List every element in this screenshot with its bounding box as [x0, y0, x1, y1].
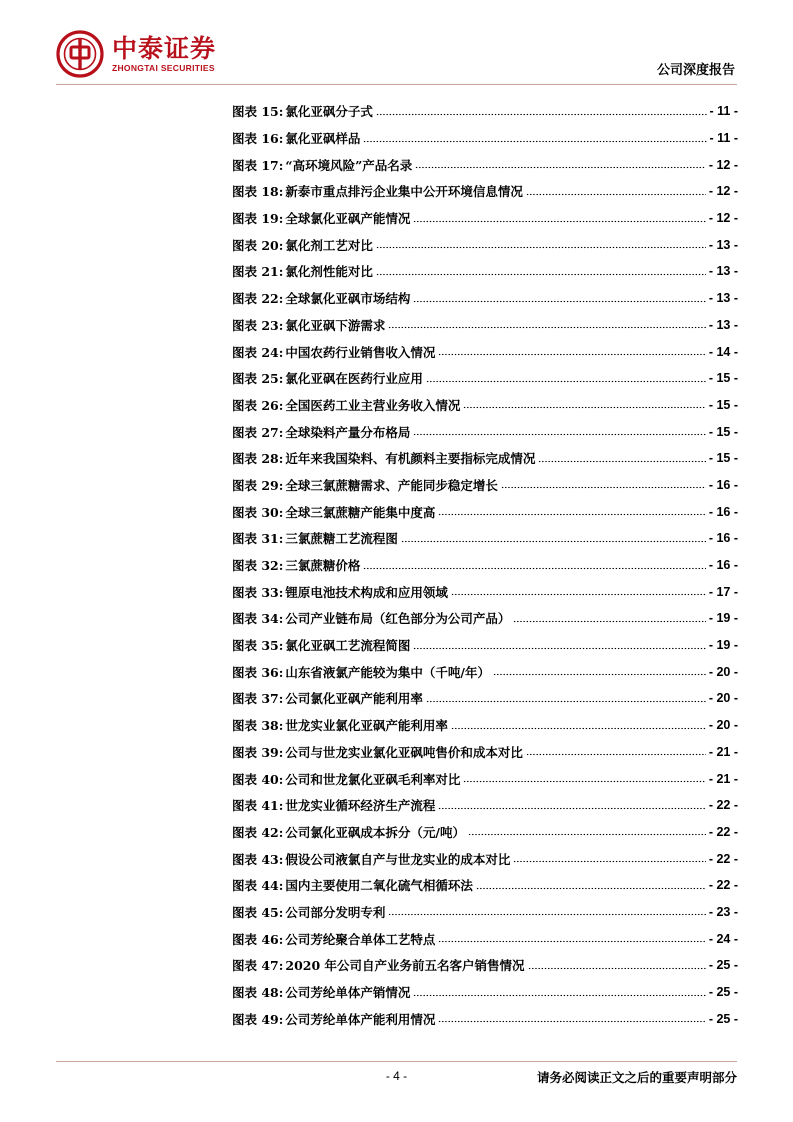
toc-entry-page: - 15 -: [708, 424, 738, 439]
toc-entry-title: 公司芳纶单体产能利用情况: [285, 1011, 436, 1027]
toc-entry[interactable]: [232, 845, 738, 872]
toc-entry-page: - 20 -: [708, 718, 738, 733]
toc-entry[interactable]: [232, 632, 738, 659]
toc-entry-page: - 19 -: [708, 611, 738, 626]
toc-entry-label: 图表 47:: [232, 958, 284, 974]
toc-entry-title: 世龙实业循环经济生产流程: [285, 798, 436, 814]
toc-entry-title: 公司氯化亚砜成本拆分（元/吨）: [285, 824, 465, 840]
toc-entry[interactable]: [232, 205, 738, 232]
toc-entry-label: 图表 35:: [232, 638, 284, 654]
toc-entry-label: 图表 33:: [232, 584, 284, 600]
toc-entry-label: 图表 27:: [232, 424, 284, 440]
toc-entry-label: 图表 44:: [232, 878, 284, 894]
toc-entry-label: 图表 26:: [232, 397, 284, 413]
toc-entry-label: 图表 46:: [232, 931, 284, 947]
toc-entry[interactable]: [232, 525, 738, 552]
toc-entry[interactable]: [232, 312, 738, 339]
toc-entry-label: 图表 24:: [232, 344, 284, 360]
toc-entry-title: 假设公司液氯自产与世龙实业的成本对比: [285, 851, 511, 867]
toc-entry-page: - 13 -: [708, 264, 738, 279]
toc-dot-leader: [438, 938, 705, 946]
toc-entry-label: 图表 19:: [232, 211, 284, 227]
toc-entry[interactable]: [232, 658, 738, 685]
toc-entry-label: 图表 23:: [232, 317, 284, 333]
toc-dot-leader: [415, 164, 706, 172]
zhongtai-logo-icon: [56, 30, 104, 78]
toc-entry[interactable]: [232, 365, 738, 392]
toc-entry-page: - 12 -: [708, 184, 738, 199]
toc-entry-page: - 25 -: [708, 958, 738, 973]
toc-entry-page: - 25 -: [708, 1011, 738, 1026]
toc-entry[interactable]: [232, 685, 738, 712]
page-number: - 4 -: [385, 1069, 408, 1083]
toc-entry-page: - 21 -: [708, 771, 738, 786]
toc-dot-leader: [476, 884, 706, 892]
toc-entry[interactable]: [232, 258, 738, 285]
toc-entry-label: 图表 45:: [232, 904, 284, 920]
toc-dot-leader: [413, 217, 705, 225]
toc-entry-label: 图表 42:: [232, 824, 284, 840]
toc-entry[interactable]: [232, 552, 738, 579]
toc-entry-title: 氯化亚砜下游需求: [285, 317, 386, 333]
toc-dot-leader: [413, 991, 705, 999]
disclaimer: 请务必阅读正文之后的重要声明部分: [536, 1070, 737, 1085]
toc-dot-leader: [538, 457, 705, 465]
toc-entry-title: 三氯蔗糖工艺流程图: [285, 531, 398, 547]
toc-entry[interactable]: [232, 418, 738, 445]
toc-entry-title: 氯化剂工艺对比: [285, 237, 373, 253]
toc-dot-leader: [363, 564, 705, 572]
toc-entry-label: 图表 15:: [232, 104, 284, 120]
toc-entry[interactable]: [232, 605, 738, 632]
toc-entry-page: - 12 -: [708, 157, 738, 172]
toc-entry-page: - 16 -: [708, 504, 738, 519]
toc-entry-title: 公司芳纶聚合单体工艺特点: [285, 931, 436, 947]
toc-entry-title: 公司芳纶单体产销情况: [285, 985, 411, 1001]
toc-entry-page: - 13 -: [708, 291, 738, 306]
logo-english-name: ZHONGTAI SECURITIES: [112, 62, 215, 73]
toc-dot-leader: [401, 537, 706, 545]
toc-entry-page: - 13 -: [708, 237, 738, 252]
toc-entry-page: - 24 -: [708, 931, 738, 946]
toc-entry[interactable]: [232, 338, 738, 365]
toc-entry-label: 图表 38:: [232, 718, 284, 734]
toc-entry-title: 公司氯化亚砜产能利用率: [285, 691, 423, 707]
toc-entry-title: 全球三氯蔗糖产能集中度高: [285, 504, 436, 520]
toc-dot-leader: [513, 858, 705, 866]
toc-entry-page: - 19 -: [708, 638, 738, 653]
toc-entry-page: - 16 -: [708, 558, 738, 573]
toc-entry-title: 全球氯化亚砜市场结构: [285, 291, 411, 307]
toc-entry-title: 氯化亚砜样品: [285, 131, 361, 147]
toc-entry-title: 国内主要使用二氧化硫气相循环法: [285, 878, 473, 894]
toc-entry-label: 图表 31:: [232, 531, 284, 547]
toc-entry-title: 公司与世龙实业氯化亚砜吨售价和成本对比: [285, 744, 523, 760]
toc-entry-label: 图表 21:: [232, 264, 284, 280]
toc-dot-leader: [451, 724, 706, 732]
toc-entry-page: - 20 -: [708, 664, 738, 679]
toc-dot-leader: [376, 110, 707, 118]
toc-entry-label: 图表 39:: [232, 744, 284, 760]
toc-entry[interactable]: [232, 952, 738, 979]
toc-entry[interactable]: [232, 98, 738, 125]
toc-entry-label: 图表 43:: [232, 851, 284, 867]
toc-entry-title: 公司和世龙氯化亚砜毛利率对比: [285, 771, 461, 787]
toc-dot-leader: [438, 511, 705, 519]
toc-dot-leader: [376, 244, 706, 252]
toc-entry[interactable]: [232, 151, 738, 178]
toc-entry-label: 图表 18:: [232, 184, 284, 200]
toc-dot-leader: [451, 591, 706, 599]
toc-entry-title: 氯化亚砜工艺流程简图: [285, 638, 411, 654]
toc-entry[interactable]: [232, 392, 738, 419]
toc-entry-page: - 22 -: [708, 824, 738, 839]
toc-entry-label: 图表 29:: [232, 477, 284, 493]
toc-entry[interactable]: [232, 125, 738, 152]
toc-entry-label: 图表 17:: [232, 157, 284, 173]
toc-dot-leader: [426, 697, 706, 705]
footer-divider: [56, 1061, 737, 1062]
toc-entry-page: - 22 -: [708, 878, 738, 893]
header-divider: [56, 84, 737, 85]
toc-entry-title: 世龙实业氯化亚砜产能利用率: [285, 718, 448, 734]
toc-entry[interactable]: [232, 925, 738, 952]
toc-entry[interactable]: [232, 445, 738, 472]
toc-entry-page: - 15 -: [708, 451, 738, 466]
toc-entry-title: 全球染料产量分布格局: [285, 424, 411, 440]
toc-entry[interactable]: [232, 899, 738, 926]
toc-entry[interactable]: [232, 792, 738, 819]
toc-dot-leader: [526, 751, 706, 759]
toc-dot-leader: [463, 404, 705, 412]
toc-entry[interactable]: [232, 472, 738, 499]
toc-entry-title: 全球氯化亚砜产能情况: [285, 211, 411, 227]
toc-dot-leader: [413, 644, 705, 652]
toc-dot-leader: [501, 484, 706, 492]
toc-dot-leader: [468, 831, 706, 839]
toc-entry-label: 图表 22:: [232, 291, 284, 307]
toc-entry-page: - 11 -: [709, 131, 738, 146]
logo-chinese-name: 中泰证券: [112, 33, 217, 63]
toc-entry-title: 新泰市重点排污企业集中公开环境信息情况: [285, 184, 523, 200]
toc-entry-label: 图表 41:: [232, 798, 284, 814]
toc-entry-label: 图表 30:: [232, 504, 284, 520]
toc-entry-page: - 12 -: [708, 211, 738, 226]
toc-entry-page: - 22 -: [708, 798, 738, 813]
toc-entry-label: 图表 28:: [232, 451, 284, 467]
company-logo: [56, 28, 286, 80]
toc-entry[interactable]: [232, 739, 738, 766]
toc-entry[interactable]: [232, 819, 738, 846]
toc-entry[interactable]: [232, 872, 738, 899]
toc-entry-page: - 20 -: [708, 691, 738, 706]
toc-entry-title: 公司部分发明专利: [285, 904, 386, 920]
toc-dot-leader: [513, 617, 705, 625]
toc-entry-title: 三氯蔗糖价格: [285, 558, 361, 574]
figure-list: [232, 98, 738, 1032]
toc-entry-title: 2020 年公司自产业务前五名客户销售情况: [285, 958, 525, 974]
toc-entry-label: 图表 48:: [232, 985, 284, 1001]
toc-entry[interactable]: [232, 979, 738, 1006]
toc-entry-page: - 21 -: [708, 744, 738, 759]
toc-dot-leader: [388, 911, 705, 919]
toc-entry-title: 氯化亚砜分子式: [285, 104, 373, 120]
toc-entry-label: 图表 37:: [232, 691, 284, 707]
toc-entry-title: 氯化亚砜在医药行业应用: [285, 371, 423, 387]
page-header: [0, 0, 793, 96]
toc-entry-label: 图表 20:: [232, 237, 284, 253]
toc-dot-leader: [363, 137, 706, 145]
toc-entry-page: - 22 -: [708, 851, 738, 866]
toc-dot-leader: [388, 324, 705, 332]
toc-entry-page: - 14 -: [708, 344, 738, 359]
toc-entry[interactable]: [232, 285, 738, 312]
toc-entry-page: - 23 -: [708, 904, 738, 919]
toc-entry[interactable]: [232, 712, 738, 739]
toc-dot-leader: [376, 270, 706, 278]
toc-entry[interactable]: [232, 1005, 738, 1032]
toc-dot-leader: [413, 431, 705, 439]
toc-entry[interactable]: [232, 498, 738, 525]
toc-dot-leader: [526, 190, 706, 198]
toc-entry-page: - 15 -: [708, 371, 738, 386]
toc-entry-label: 图表 16:: [232, 131, 284, 147]
toc-entry-page: - 16 -: [708, 477, 738, 492]
toc-entry-title: 近年来我国染料、有机颜料主要指标完成情况: [285, 451, 536, 467]
toc-entry[interactable]: [232, 765, 738, 792]
toc-dot-leader: [463, 778, 705, 786]
toc-entry-title: 全球三氯蔗糖需求、产能同步稳定增长: [285, 477, 498, 493]
toc-entry[interactable]: [232, 578, 738, 605]
toc-entry-label: 图表 32:: [232, 558, 284, 574]
toc-dot-leader: [438, 1018, 705, 1026]
toc-dot-leader: [493, 671, 706, 679]
toc-entry-label: 图表 40:: [232, 771, 284, 787]
toc-dot-leader: [528, 964, 706, 972]
toc-entry-title: 山东省液氯产能较为集中（千吨/年）: [285, 664, 490, 680]
toc-entry-label: 图表 25:: [232, 371, 284, 387]
toc-entry[interactable]: [232, 178, 738, 205]
toc-entry-title: 全国医药工业主营业务收入情况: [285, 397, 461, 413]
toc-dot-leader: [426, 377, 706, 385]
toc-entry[interactable]: [232, 231, 738, 258]
toc-dot-leader: [438, 351, 705, 359]
toc-entry-title: 中国农药行业销售收入情况: [285, 344, 436, 360]
toc-entry-label: 图表 36:: [232, 664, 284, 680]
toc-entry-title: “高环境风险”产品名录: [285, 157, 413, 173]
toc-entry-page: - 13 -: [708, 317, 738, 332]
report-type: 公司深度报告: [656, 63, 735, 78]
toc-entry-title: 氯化剂性能对比: [285, 264, 373, 280]
toc-entry-page: - 16 -: [708, 531, 738, 546]
toc-entry-label: 图表 49:: [232, 1011, 284, 1027]
toc-entry-title: 锂原电池技术构成和应用领域: [285, 584, 448, 600]
toc-dot-leader: [438, 804, 705, 812]
toc-entry-page: - 25 -: [708, 985, 738, 1000]
toc-dot-leader: [413, 297, 705, 305]
toc-entry-page: - 17 -: [708, 584, 738, 599]
toc-entry-page: - 15 -: [708, 397, 738, 412]
toc-entry-label: 图表 34:: [232, 611, 284, 627]
toc-entry-title: 公司产业链布局（红色部分为公司产品）: [285, 611, 511, 627]
toc-entry-page: - 11 -: [709, 104, 738, 119]
